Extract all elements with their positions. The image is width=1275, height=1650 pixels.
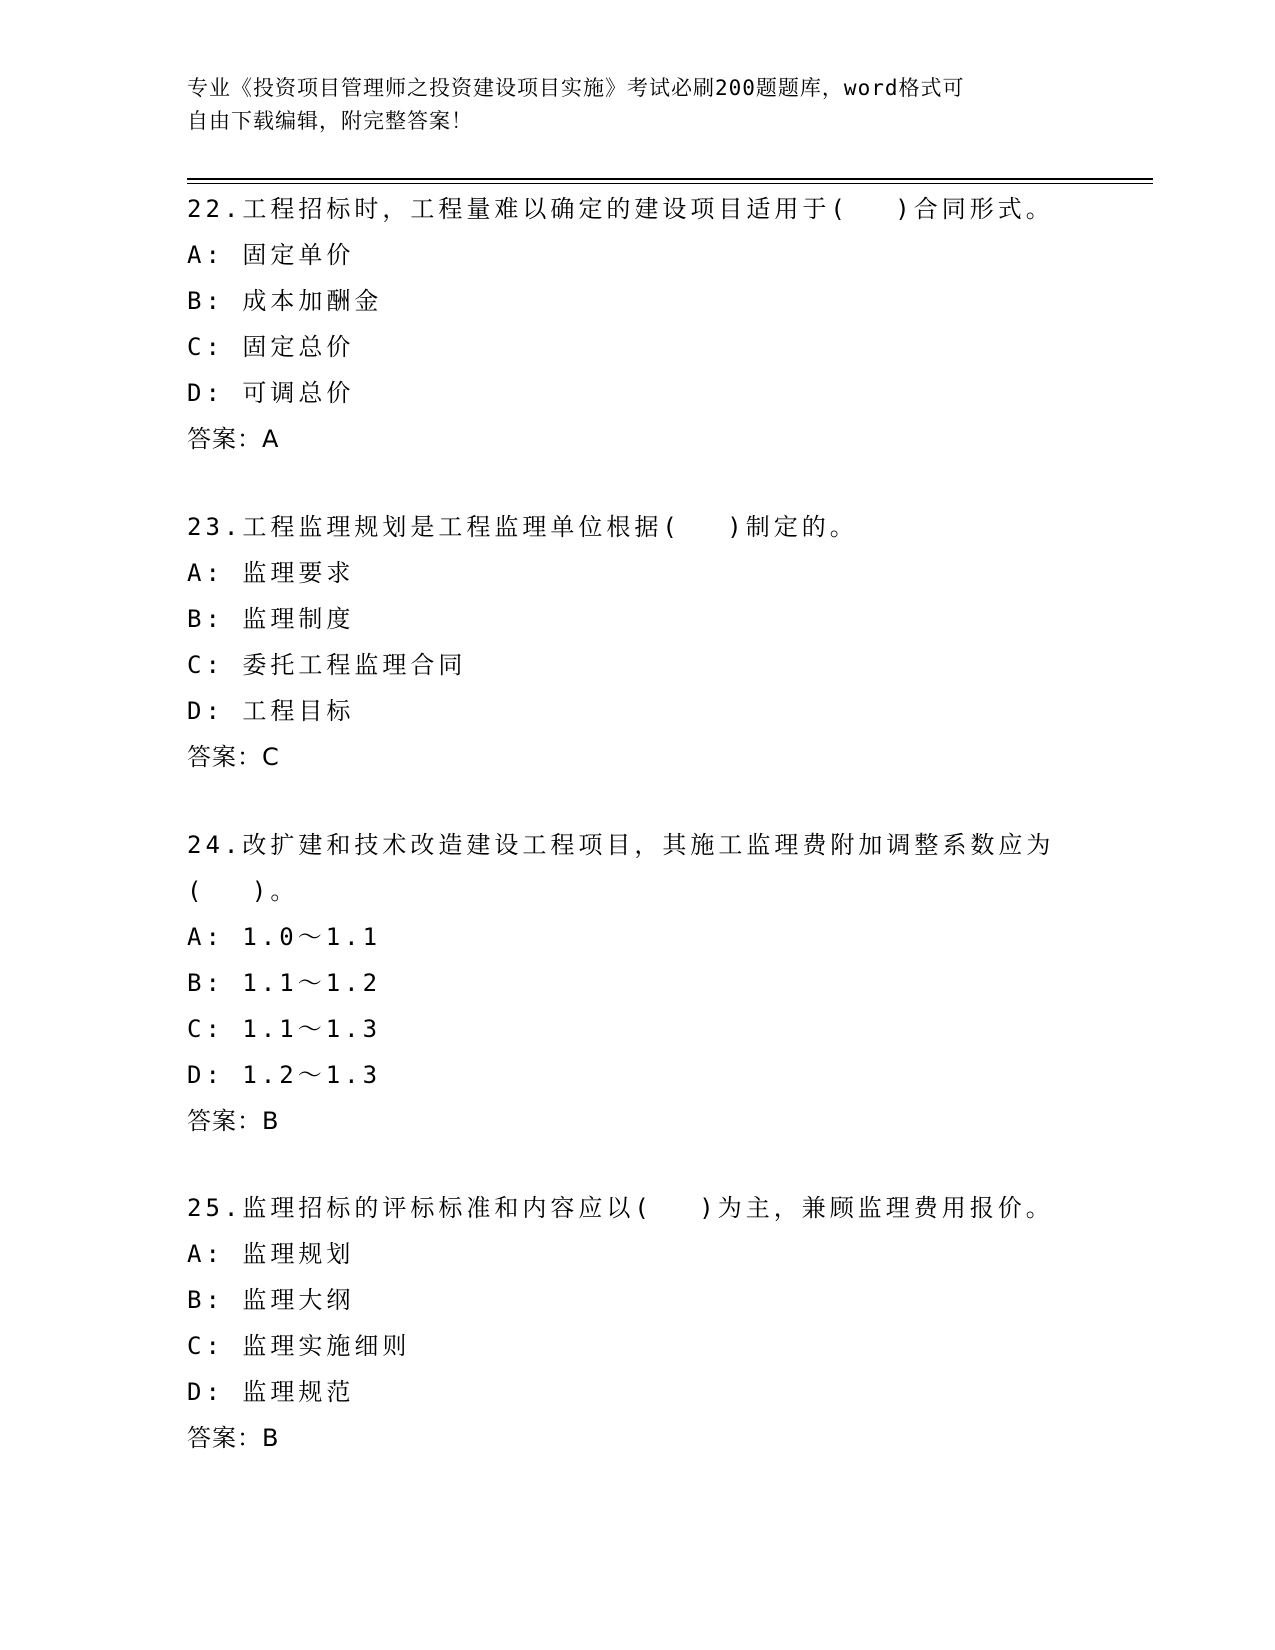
option-prefix: D: [187,1061,224,1089]
option-text: 监理大纲 [242,1286,355,1314]
question-stem: 25.监理招标的评标标准和内容应以( )为主，兼顾监理费用报价。 [187,1194,1054,1222]
option-text: 1.0～1.1 [242,923,382,951]
option-text: 工程目标 [242,697,355,725]
option-text: 固定单价 [242,241,355,269]
header-divider-thin [187,183,1153,184]
option-c [187,1323,1087,1369]
question-25 [187,1185,1087,1461]
question-stem: 24.改扩建和技术改造建设工程项目，其施工监理费附加调整系数应为( )。 [187,831,1055,905]
option-text: 1.2～1.3 [242,1061,382,1089]
answer-line: 答案：A [187,425,280,453]
option-prefix: B: [187,969,224,997]
question-22 [187,186,1087,462]
document-header [187,72,1067,138]
header-divider-thick [187,178,1153,180]
header-line-2: 自由下载编辑，附完整答案！ [187,109,473,133]
option-prefix: B: [187,1286,224,1314]
option-c [187,642,1087,688]
option-prefix: D: [187,1378,224,1406]
option-prefix: C: [187,651,224,679]
option-b [187,960,1087,1006]
option-c [187,324,1087,370]
question-stem: 23.工程监理规划是工程监理单位根据( )制定的。 [187,513,858,541]
option-prefix: A: [187,923,224,951]
option-text: 固定总价 [242,333,355,361]
option-prefix: B: [187,287,224,315]
option-text: 监理制度 [242,605,355,633]
option-prefix: D: [187,697,224,725]
option-b [187,596,1087,642]
option-prefix: A: [187,1240,224,1268]
option-prefix: B: [187,605,224,633]
option-prefix: D: [187,379,224,407]
option-d [187,688,1087,734]
option-b [187,1277,1087,1323]
answer-line: 答案：B [187,1107,280,1135]
question-23 [187,504,1087,780]
option-prefix: C: [187,333,224,361]
option-b [187,278,1087,324]
answer-line: 答案：C [187,743,280,771]
option-prefix: C: [187,1015,224,1043]
option-a [187,914,1087,960]
option-text: 监理要求 [242,559,355,587]
option-a [187,232,1087,278]
option-text: 成本加酬金 [242,287,383,315]
option-text: 1.1～1.3 [242,1015,382,1043]
option-c [187,1006,1087,1052]
option-prefix: A: [187,559,224,587]
option-text: 监理规划 [242,1240,355,1268]
question-24 [187,822,1087,1144]
option-text: 可调总价 [242,379,355,407]
option-text: 监理实施细则 [242,1332,411,1360]
option-text: 1.1～1.2 [242,969,382,997]
option-a [187,550,1087,596]
option-prefix: A: [187,241,224,269]
option-d [187,1369,1087,1415]
option-d [187,1052,1087,1098]
option-text: 委托工程监理合同 [242,651,467,679]
option-a [187,1231,1087,1277]
option-d [187,370,1087,416]
header-line-1: 专业《投资项目管理师之投资建设项目实施》考试必刷200题题库，word格式可 [187,76,965,100]
answer-line: 答案：B [187,1424,280,1452]
question-stem: 22.工程招标时，工程量难以确定的建设项目适用于( )合同形式。 [187,195,1054,223]
option-text: 监理规范 [242,1378,355,1406]
option-prefix: C: [187,1332,224,1360]
